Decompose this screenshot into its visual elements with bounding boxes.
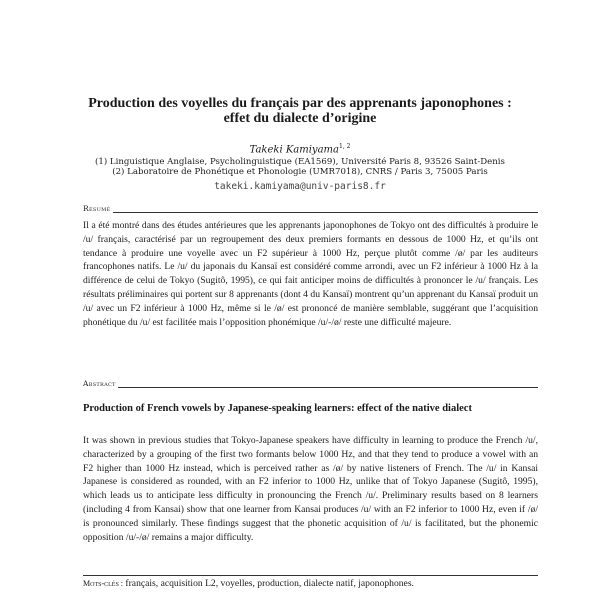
keywords-list: français, acquisition L2, voyelles, production, dialecte natif, japonophones. (125, 578, 414, 589)
english-title: Production of French vowels by Japanese-speaking learners: effect of the native dialect (83, 403, 472, 414)
author-affiliation-marks: 1, 2 (339, 143, 351, 150)
keywords-line (83, 578, 538, 589)
resume-label: Résumé (83, 204, 111, 213)
abstract-label: Abstract (83, 379, 116, 388)
resume-text: Il a été montré dans des études antérieures que les apprenants japonophones de Tokyo ont des difficultés à produire le /u/ français, caractérisé par un regroupement des deux premiers formants en dessous de 1000 Hz, et qu’ils ont tendance à produire une voyelle avec un F2 supérieur à 1000 Hz, perçue plutôt comme /ø/ par les auditeurs francophones natifs. Le /u/ du japonais du Kansaï est considéré comme arrondi, avec un F2 inférieur à 1000 Hz à la différence de celui de Tokyo (Sugitô, 1995), ce qui fait anticiper moins de difficultés à prononcer le /u/ français. Les résultats préliminaires qui portent sur 8 apprenants (dont 4 du Kansaï) montrent qu’un apprenant du Kansaï produit un /u/ avec un F2 inférieur à 1000 Hz, même si le /ø/ est prononcé de manière semblable, suggérant que l’acquisition phonétique du /u/ est facilitée mais l’opposition phonémique /u/-/ø/ reste une difficulté majeure. (83, 220, 538, 328)
abstract-text: It was shown in previous studies that Tokyo-Japanese speakers have difficulty in learning to produce the French /u/, characterized by a grouping of the first two formants below 1000 Hz, and that they tend to produce a vowel with an F2 higher than 1000 Hz instead, which is perceived rather as /ø/ by native listeners of French. The /u/ in Kansai Japanese is considered as rounded, with an F2 inferior to 1000 Hz, unlike that of Tokyo Japanese (Sugitô, 1995), which leads us to anticipate less difficulty in pronouncing the French /u/. Preliminary results based on 8 learners (including 4 from Kansai) show that one learner from Kansai produces /u/ with an F2 inferior to 1000 Hz, even if /ø/ is pronounced similarly. These findings suggest that the phonetic acquisition of /u/ is facilitated, but the phonemic opposition /u/-/ø/ remains a major difficulty. (83, 435, 538, 543)
keywords-rule (83, 575, 538, 576)
paper-title: Production des voyelles du français par des apprenants japonophones : effet du dialecte d’origine (88, 96, 512, 126)
affiliation-1: (1) Linguistique Anglaise, Psycholinguistique (EA1569), Université Paris 8, 93526 Saint-Denis (95, 157, 505, 167)
resume-heading (83, 200, 538, 213)
keywords-label: Mots-clés : (83, 579, 124, 588)
abstract-heading (83, 375, 538, 388)
author-name: Takeki Kamiyama (249, 144, 339, 156)
affiliation-2: (2) Laboratoire de Phonétique et Phonologie (UMR7018), CNRS / Paris 3, 75005 Paris (112, 167, 488, 177)
author-email: takeki.kamiyama@univ-paris8.fr (214, 181, 386, 192)
author-line (0, 143, 600, 155)
